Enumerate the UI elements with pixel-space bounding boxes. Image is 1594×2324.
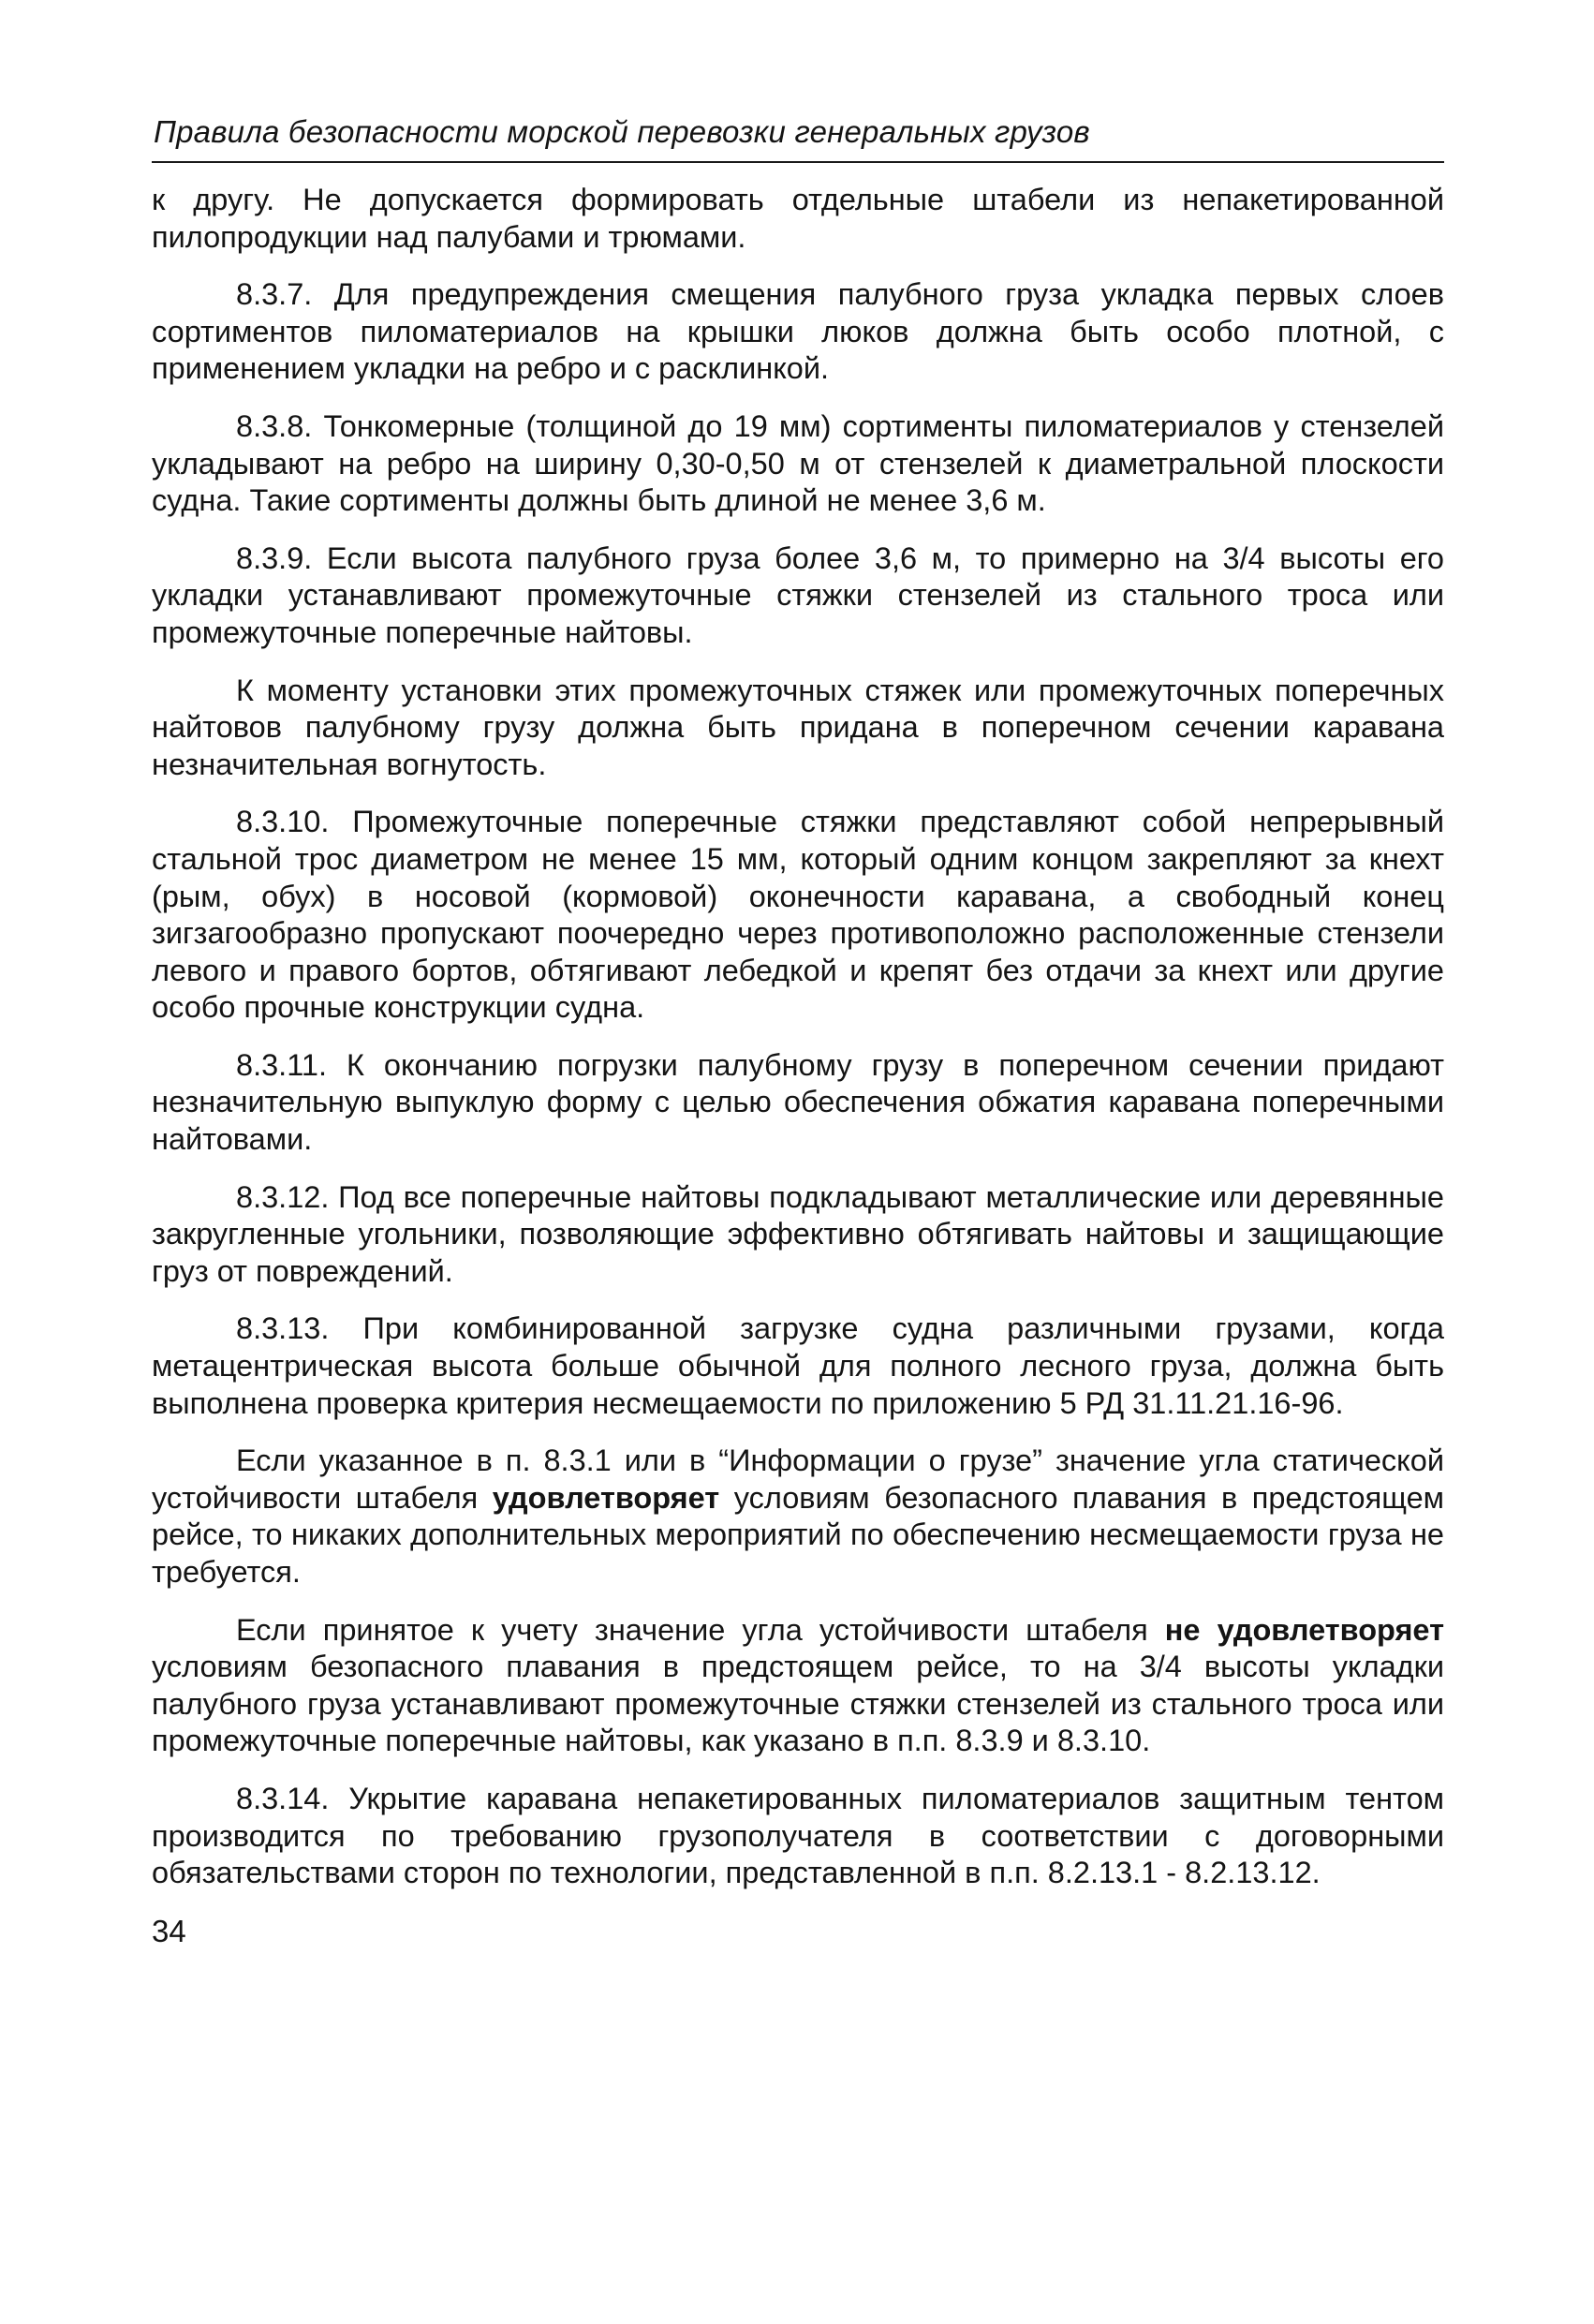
paragraph-text: Если указанное в п. 8.3.1 или в “Информации о грузе” значение угла статической устойчивости штабеля — [152, 1443, 1444, 1515]
paragraph-8-3-7: 8.3.7. Для предупреждения смещения палубного груза укладка первых слоев сортиментов пиломатериалов на крышки люков должна быть особо плотной, с применением укладки на ребро и с расклинкой. — [152, 277, 1444, 386]
paragraph-continuation: к другу. Не допускается формировать отдельные штабели из непакетированной пилопродукции над палубами и трюмами. — [152, 183, 1444, 254]
paragraph-8-3-12: 8.3.12. Под все поперечные найтовы подкладывают металлические или деревянные закругленные угольники, позволяющие эффективно обтягивать найтовы и защищающие груз от повреждений. — [152, 1179, 1444, 1288]
paragraph-8-3-9: 8.3.9. Если высота палубного груза более 3,6 м, то примерно на 3/4 высоты его укладки устанавливают промежуточные стяжки стензелей из стального троса или промежуточные поперечные найтовы. — [152, 540, 1444, 649]
paragraph-stability-satisfies — [152, 1443, 1444, 1591]
header-rule — [152, 161, 1444, 163]
page-number: 34 — [152, 1913, 186, 1948]
paragraph-8-3-11: 8.3.11. К окончанию погрузки палубному грузу в поперечном сечении придают незначительную выпуклую форму с целью обеспечения обжатия каравана поперечными найтовами. — [152, 1047, 1444, 1157]
emphasis-satisfies: удовлетворяет — [492, 1480, 720, 1515]
paragraph-8-3-8: 8.3.8. Тонкомерные (толщиной до 19 мм) сортименты пиломатериалов у стензелей укладывают на ребро на ширину 0,30-0,50 м от стензелей к диаметральной плоскости судна. Такие сортименты должны быть длиной не менее 3,6 м. — [152, 408, 1444, 518]
paragraph-text: условиям безопасного плавания в предстоящем рейсе, то никаких дополнительных мероприятий по обеспечению несмещаемости груза не требуется. — [152, 1480, 1444, 1589]
document-body — [152, 182, 1444, 1892]
paragraph-8-3-9-continued: К моменту установки этих промежуточных стяжек или промежуточных поперечных найтовов палубному грузу должна быть придана в поперечном сечении каравана незначительная вогнутость. — [152, 673, 1444, 781]
running-header: Правила безопасности морской перевозки генеральных грузов — [154, 114, 1090, 149]
emphasis-not-satisfies: не удовлетворяет — [1164, 1612, 1444, 1647]
paragraph-text: Если принятое к учету значение угла устойчивости штабеля — [236, 1612, 1165, 1647]
document-page — [152, 111, 1444, 1950]
paragraph-8-3-13: 8.3.13. При комбинированной загрузке судна различными грузами, когда метацентрическая высота больше обычной для полного лесного груза, должна быть выполнена проверка критерия несмещаемости по приложению 5 РД 31.11.21.16-96. — [152, 1311, 1444, 1420]
paragraph-8-3-10: 8.3.10. Промежуточные поперечные стяжки представляют собой непрерывный стальной трос диаметром не менее 15 мм, который одним концом закрепляют за кнехт (рым, обух) в носовой (кормовой) оконечности каравана, а свободный конец зигзагообразно пропускают поочередно через противоположно расположенные стензели левого и правого бортов, обтягивают лебедкой и крепят без отдачи за кнехт или другие особо прочные конструкции судна. — [152, 805, 1444, 1025]
paragraph-8-3-14: 8.3.14. Укрытие каравана непакетированных пиломатериалов защитным тентом производится по требованию грузополучателя в соответствии с договорными обязательствами сторон по технологии, представленной в п.п. 8.2.13.1 - 8.2.13.12. — [152, 1781, 1444, 1890]
paragraph-stability-not-satisfies — [152, 1612, 1444, 1760]
paragraph-text: условиям безопасного плавания в предстоящем рейсе, то на 3/4 высоты укладки палубного груза устанавливают промежуточные стяжки стензелей из стального троса или промежуточные поперечные найтовы, как указано в п.п. 8.3.9 и 8.3.10. — [152, 1650, 1444, 1758]
